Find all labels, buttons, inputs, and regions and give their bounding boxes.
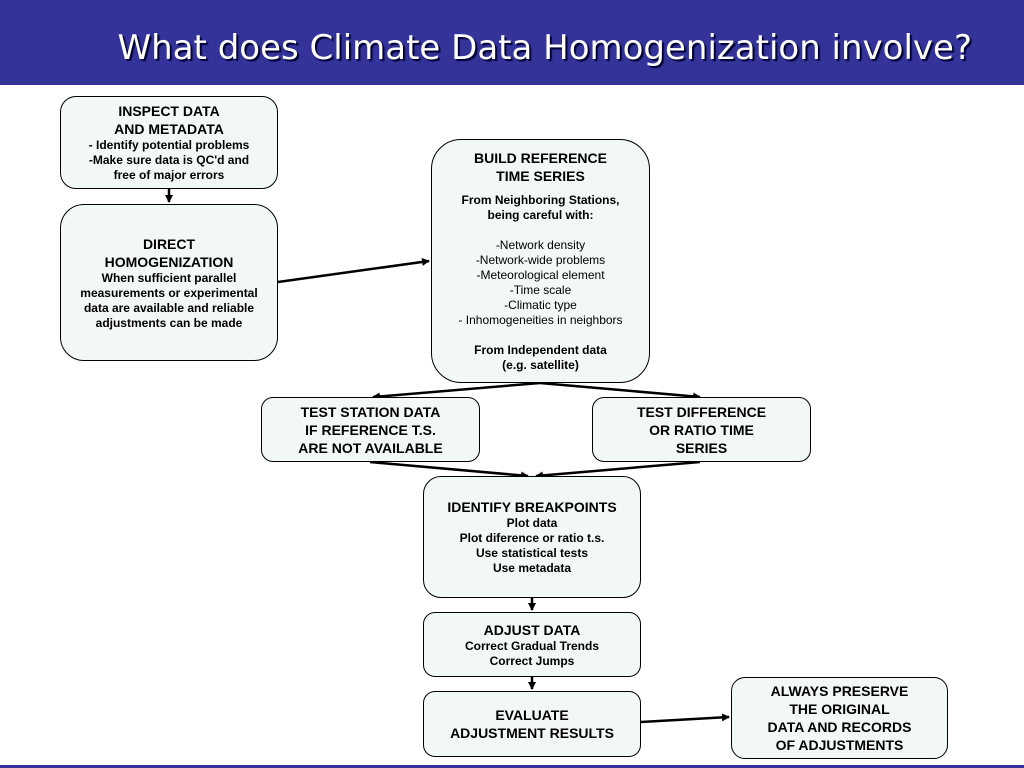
box-line: When sufficient parallel bbox=[101, 270, 237, 285]
box-line: (e.g. satellite) bbox=[502, 358, 579, 372]
box-heading: INSPECT DATA bbox=[118, 103, 220, 119]
box-list-item: -Meteorological element bbox=[476, 268, 605, 282]
box-line: Use metadata bbox=[492, 561, 572, 575]
box-list-item: - Inhomogeneities in neighbors bbox=[458, 313, 623, 327]
build-reference-box bbox=[431, 139, 650, 383]
preserve-original-box bbox=[731, 677, 948, 759]
box-heading: ADJUSTMENT RESULTS bbox=[450, 725, 614, 741]
box-heading: DIRECT bbox=[142, 235, 196, 252]
box-heading: AND METADATA bbox=[114, 121, 224, 137]
box-line: Plot data bbox=[506, 516, 558, 530]
box-list-item: -Climatic type bbox=[504, 298, 577, 312]
inspect-data-box bbox=[60, 96, 278, 189]
box-line: Use statistical tests bbox=[475, 546, 589, 560]
box-heading: OF ADJUSTMENTS bbox=[775, 737, 904, 753]
test-difference-box bbox=[592, 397, 811, 462]
box-line: measurements or experimental bbox=[80, 285, 258, 300]
box-heading: ADJUST DATA bbox=[483, 621, 581, 638]
box-heading: HOMOGENIZATION bbox=[104, 253, 234, 270]
box-line: -Make sure data is QC'd and bbox=[88, 153, 250, 167]
box-line: free of major errors bbox=[113, 168, 225, 182]
slide-title: What does Climate Data Homogenization involve? bbox=[117, 28, 972, 68]
box-line: data are available and reliable bbox=[83, 300, 255, 315]
box-line: adjustments can be made bbox=[95, 315, 243, 330]
box-list-item: -Network-wide problems bbox=[475, 253, 606, 267]
box-heading: THE ORIGINAL bbox=[789, 701, 890, 717]
arrow-build-to-test-difference bbox=[540, 383, 700, 397]
arrow-test-difference-to-identify bbox=[536, 462, 700, 476]
box-heading: EVALUATE bbox=[495, 707, 569, 723]
box-line: - Identify potential problems bbox=[88, 138, 250, 152]
box-heading: TEST DIFFERENCE bbox=[636, 403, 767, 420]
box-heading: ALWAYS PRESERVE bbox=[770, 683, 909, 699]
arrow-evaluate-to-preserve bbox=[641, 717, 729, 722]
box-heading: TEST STATION DATA bbox=[300, 403, 441, 420]
box-line: From Independent data bbox=[474, 343, 607, 357]
box-list-item: -Network density bbox=[495, 238, 586, 252]
box-line: From Neighboring Stations, bbox=[461, 193, 620, 207]
arrow-direct-to-build bbox=[278, 261, 429, 282]
box-heading: SERIES bbox=[675, 439, 728, 456]
box-line: being careful with: bbox=[487, 208, 594, 222]
box-heading: IDENTIFY BREAKPOINTS bbox=[447, 499, 617, 515]
box-line: Plot diference or ratio t.s. bbox=[459, 531, 605, 545]
box-heading: ARE NOT AVAILABLE bbox=[298, 439, 443, 456]
box-line: Correct Gradual Trends bbox=[464, 638, 600, 653]
box-line: Correct Jumps bbox=[489, 653, 575, 668]
arrow-test-station-to-identify bbox=[370, 462, 528, 476]
test-station-box bbox=[261, 397, 480, 462]
adjust-data-box bbox=[423, 612, 641, 677]
box-heading: TIME SERIES bbox=[496, 168, 585, 184]
box-list-item: -Time scale bbox=[509, 283, 572, 297]
box-heading: OR RATIO TIME bbox=[649, 421, 754, 438]
box-heading: BUILD REFERENCE bbox=[473, 150, 607, 166]
identify-breakpoints-box bbox=[423, 476, 641, 598]
direct-homogenization-box bbox=[60, 204, 278, 361]
evaluate-box bbox=[423, 691, 641, 757]
box-heading: IF REFERENCE T.S. bbox=[305, 421, 436, 438]
box-heading: DATA AND RECORDS bbox=[767, 719, 912, 735]
arrow-build-to-test-station bbox=[373, 383, 540, 397]
